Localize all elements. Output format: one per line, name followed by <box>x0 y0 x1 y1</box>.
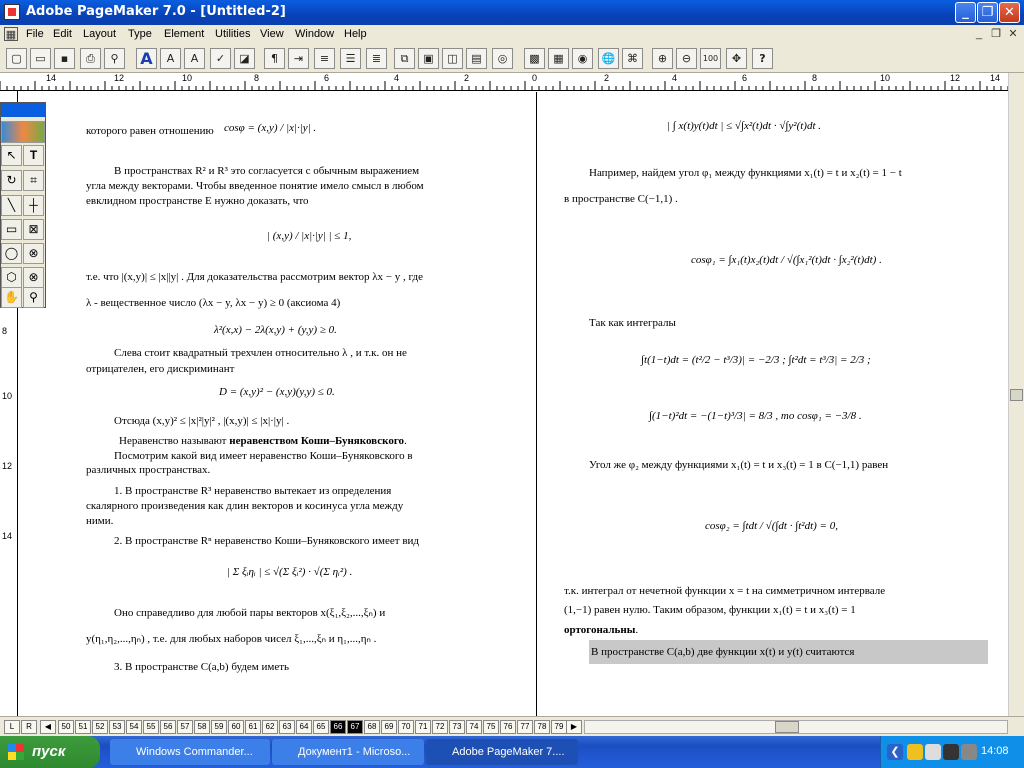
zoom-100-icon[interactable]: 100 <box>700 48 721 69</box>
formula: cosφ = (x,y) / |x|·|y| . <box>224 122 317 134</box>
find-icon[interactable]: ⚲ <box>104 48 125 69</box>
clock[interactable]: 14:08 <box>981 745 1009 757</box>
list-icon[interactable]: ☰ <box>340 48 361 69</box>
formula: ∫t(1−t)dt = (t²/2 − t³/3)| = −2/3 ; ∫t²dt = t³/3| = 2/3 ; <box>641 354 871 366</box>
page-scroll-right-icon[interactable]: ▶ <box>566 720 582 734</box>
close-button[interactable]: ✕ <box>999 2 1020 23</box>
zoom-out-icon[interactable]: ⊖ <box>676 48 697 69</box>
ruler-label: 14 <box>46 73 57 83</box>
text-line: евклидном пространстве Ε нужно доказать, что <box>86 195 309 207</box>
page-divider <box>536 92 537 716</box>
ellipse-tool-icon[interactable]: ◯ <box>1 243 22 264</box>
menu-utilities[interactable]: Utilities <box>215 28 251 40</box>
menu-edit[interactable]: Edit <box>53 28 72 40</box>
page-icon[interactable]: 73 <box>449 720 465 734</box>
style-icon[interactable]: ◪ <box>234 48 255 69</box>
bold-term: неравенством Коши–Буняковского <box>229 435 405 447</box>
polygon-tool-icon[interactable]: ⬡ <box>1 267 22 288</box>
windows-logo-icon <box>8 744 24 760</box>
title-bar[interactable] <box>0 0 1024 25</box>
tray-arrow-icon[interactable]: ❮ <box>887 744 903 760</box>
toolbox-palette[interactable] <box>0 102 46 308</box>
vertical-scrollbar[interactable] <box>1008 73 1024 716</box>
color-swatch-icon[interactable] <box>1 121 45 143</box>
ruler-label: 4 <box>672 73 678 83</box>
ruler-label: 4 <box>394 73 400 83</box>
indent-icon[interactable]: ⇥ <box>288 48 309 69</box>
ruler-label: 12 <box>2 461 13 471</box>
page-scroll-left-icon[interactable]: ◀ <box>40 720 56 734</box>
text-line: скалярного произведения как длин векторов и косинуса угла между <box>86 500 404 512</box>
text-tool-icon[interactable]: T <box>23 145 44 166</box>
horizontal-scrollbar[interactable] <box>584 720 1008 734</box>
ruler-label: 8 <box>254 73 260 83</box>
text-line: ними. <box>86 515 114 527</box>
page-icon[interactable]: 55 <box>143 720 159 734</box>
task-word-document[interactable]: Документ1 - Microso... <box>272 739 424 765</box>
system-tray <box>880 736 1024 768</box>
page-icon[interactable]: 67 <box>347 720 363 734</box>
page-icon[interactable]: 66 <box>330 720 346 734</box>
minimize-button[interactable]: _ <box>955 2 976 23</box>
pointer-tool-icon[interactable]: ↖ <box>1 145 22 166</box>
taskbar <box>0 736 1024 768</box>
ruler-label: 8 <box>812 73 818 83</box>
text-span: . <box>635 624 639 636</box>
help-icon[interactable]: ? <box>752 48 773 69</box>
page-icon[interactable]: 64 <box>296 720 312 734</box>
new-icon[interactable]: ▢ <box>6 48 27 69</box>
mdi-minimize-icon[interactable]: _ <box>975 28 983 40</box>
ruler-label: 0 <box>532 73 538 83</box>
document-icon[interactable]: ▦ <box>5 29 17 41</box>
page-icon[interactable]: 54 <box>126 720 142 734</box>
text-line: различных пространствах. <box>86 464 211 476</box>
hand-tool-icon[interactable]: ✋ <box>1 287 22 308</box>
toolbar <box>0 45 1024 73</box>
bold-term: ортогональны <box>564 624 636 636</box>
text-line: (1,−1) равен нулю. Таким образом, функции x₁(t) = t и x₃(t) = 1 <box>564 604 856 616</box>
text-line: т.к. интеграл от нечетной функции x = t на симметричном интервале <box>564 585 886 597</box>
tray-network-icon[interactable] <box>943 744 959 760</box>
page-icon[interactable]: 52 <box>92 720 108 734</box>
polygon-frame-icon[interactable]: ⊗ <box>23 267 44 288</box>
scroll-thumb[interactable] <box>775 721 799 733</box>
page-icon[interactable]: 68 <box>364 720 380 734</box>
page-icon[interactable]: 72 <box>432 720 448 734</box>
master-right-page[interactable]: R <box>21 720 37 734</box>
rectangle-frame-icon[interactable]: ⊠ <box>23 219 44 240</box>
ruler-ticks <box>0 81 1024 91</box>
image-frame-icon[interactable]: ◫ <box>442 48 463 69</box>
formula: | Σ ξᵢηᵢ | ≤ √(Σ ξᵢ²) · √(Σ ηᵢ²) . <box>227 566 353 578</box>
mdi-restore-icon[interactable]: ❐ <box>991 28 1001 40</box>
rectangle-tool-icon[interactable]: ▭ <box>1 219 22 240</box>
page-icon[interactable]: 79 <box>551 720 567 734</box>
page-icon[interactable]: 61 <box>245 720 261 734</box>
paragraph-icon[interactable]: ¶ <box>264 48 285 69</box>
text-line: которого равен отношению <box>86 125 214 137</box>
text-line: Например, найдем угол φ₁ между функциями x₁(t) = t и x₂(t) = 1 − t <box>589 167 902 179</box>
ruler-label: 2 <box>464 73 470 83</box>
formula: ∫(1−t)²dt = −(1−t)³/3| = 8/3 , то cosφ₁ = −3/8 . <box>649 410 862 422</box>
align-icon[interactable]: ≡ <box>314 48 335 69</box>
page-canvas[interactable] <box>19 92 1008 716</box>
start-label: пуск <box>32 743 66 760</box>
task-pagemaker[interactable]: Adobe PageMaker 7.... <box>426 739 578 765</box>
page-icon[interactable]: 70 <box>398 720 414 734</box>
ruler-label: 12 <box>114 73 125 83</box>
page-icon[interactable]: 77 <box>517 720 533 734</box>
page-icon[interactable]: 69 <box>381 720 397 734</box>
page-icon[interactable]: 56 <box>160 720 176 734</box>
color-icon[interactable]: ▦ <box>548 48 569 69</box>
ruler-label: 10 <box>182 73 193 83</box>
open-icon[interactable]: ▭ <box>30 48 51 69</box>
menu-element[interactable]: Element <box>164 28 205 40</box>
text-line: угла между векторами. Чтобы введенное понятие имело смысл в любом <box>86 180 424 192</box>
ruler-label: 10 <box>2 391 13 401</box>
globe-icon[interactable]: 🌐 <box>598 48 619 69</box>
text-line: отрицателен, его дискриминант <box>86 363 235 375</box>
page-icon[interactable]: 78 <box>534 720 550 734</box>
ruler-label: 6 <box>324 73 330 83</box>
page-icon[interactable]: 65 <box>313 720 329 734</box>
menu-file[interactable]: File <box>26 28 44 40</box>
scroll-thumb[interactable] <box>1010 389 1023 401</box>
layout-icon[interactable]: ▤ <box>466 48 487 69</box>
formula: D = (x,y)² − (x,y)(y,y) ≤ 0. <box>219 386 335 398</box>
zoom-tool-icon[interactable]: ⚲ <box>23 287 44 308</box>
link-icon[interactable]: ◎ <box>492 48 513 69</box>
page-icon[interactable]: 60 <box>228 720 244 734</box>
menu-bar <box>0 25 1024 45</box>
text-line <box>564 623 638 637</box>
app-icon[interactable] <box>4 4 20 20</box>
formula: cosφ₁ = ∫x₁(t)x₂(t)dt / √(∫x₁²(t)dt · ∫x₂²(t)dt) . <box>691 254 882 266</box>
constrained-line-icon[interactable]: ┼ <box>23 195 44 216</box>
text-line: 3. В пространстве C(a,b) будем иметь <box>114 661 290 673</box>
page-icon[interactable]: 51 <box>75 720 91 734</box>
page-icon[interactable]: 57 <box>177 720 193 734</box>
horizontal-ruler[interactable] <box>0 73 1024 91</box>
text-line: В пространствах R² и R³ это согласуется с обычным выражением <box>114 165 420 177</box>
text-line: Отсюда (x,y)² ≤ |x|²|y|² , |(x,y)| ≤ |x|·|y| . <box>114 415 290 427</box>
text-line: т.е. что |(x,y)| ≤ |x||y| . Для доказательства рассмотрим вектор λx − y , где <box>86 271 423 283</box>
tray-volume-icon[interactable] <box>961 744 977 760</box>
maximize-button[interactable]: ❐ <box>977 2 998 23</box>
page-icon[interactable]: 74 <box>466 720 482 734</box>
font-smaller-icon[interactable]: A <box>184 48 205 69</box>
toolbox-titlebar[interactable] <box>1 103 45 117</box>
ruler-label: 8 <box>2 326 8 336</box>
task-windows-commander[interactable]: Windows Commander... <box>110 739 270 765</box>
text-line: Угол же φ₂ между функциями x₁(t) = t и x₃(t) = 1 в C(−1,1) равен <box>589 459 889 471</box>
window-title: Adobe PageMaker 7.0 - [Untitled-2] <box>26 4 286 19</box>
font-icon[interactable]: A <box>136 48 157 69</box>
text-line: в пространстве C(−1,1) . <box>564 193 678 205</box>
ruler-label: 10 <box>880 73 891 83</box>
font-larger-icon[interactable]: A <box>160 48 181 69</box>
tray-bluetooth-icon[interactable] <box>925 744 941 760</box>
text-line: λ - вещественное число (λx − y, λx − y) ≥ 0 (аксиома 4) <box>86 297 341 309</box>
text-line: 2. В пространстве Rⁿ неравенство Коши–Буняковского имеет вид <box>114 535 420 547</box>
rotate-tool-icon[interactable]: ↻ <box>1 170 22 191</box>
page-icon[interactable]: 76 <box>500 720 516 734</box>
menu-view[interactable]: View <box>260 28 284 40</box>
outdent-icon[interactable]: ≣ <box>366 48 387 69</box>
page-icon[interactable]: 71 <box>415 720 431 734</box>
ruler-label: 14 <box>2 531 13 541</box>
page-icon[interactable]: 53 <box>109 720 125 734</box>
formula: λ²(x,x) − 2λ(x,y) + (y,y) ≥ 0. <box>214 324 337 336</box>
frame-icon[interactable]: ▣ <box>418 48 439 69</box>
menu-layout[interactable]: Layout <box>83 28 117 40</box>
image-icon[interactable]: ▩ <box>524 48 545 69</box>
ellipse-frame-icon[interactable]: ⊗ <box>23 243 44 264</box>
fit-icon[interactable]: ✥ <box>726 48 747 69</box>
text-line <box>119 434 407 448</box>
menu-window[interactable]: Window <box>295 28 335 40</box>
line-tool-icon[interactable]: ╲ <box>1 195 22 216</box>
crop-tool-icon[interactable]: ⌗ <box>23 170 44 191</box>
menu-type[interactable]: Type <box>128 28 152 40</box>
save-icon[interactable]: ▪ <box>54 48 75 69</box>
formula: | (x,y) / |x|·|y| | ≤ 1, <box>267 230 352 242</box>
text-span: . <box>404 435 407 447</box>
page-navigation-bar <box>0 716 1024 736</box>
copy-page-icon[interactable]: ⧉ <box>394 48 415 69</box>
text-line: Оно справедливо для любой пары векторов x(ξ₁,ξ₂,...,ξₙ) и <box>114 607 386 619</box>
tray-messenger-icon[interactable] <box>907 744 923 760</box>
pdf-icon[interactable]: ⌘ <box>622 48 643 69</box>
text-line: Слева стоит квадратный трехчлен относительно λ , и т.к. он не <box>114 347 407 359</box>
page-icon[interactable]: 50 <box>58 720 74 734</box>
text-line: y(η₁,η₂,...,ηₙ) , т.е. для любых наборов чисел ξ₁,...,ξₙ и η₁,...,ηₙ . <box>86 633 377 645</box>
text-span: Неравенство называют <box>119 435 230 447</box>
preview-icon[interactable]: ◉ <box>572 48 593 69</box>
page-icon[interactable]: 59 <box>211 720 227 734</box>
formula: cosφ₂ = ∫tdt / √(∫dt · ∫t²dt) = 0, <box>705 520 838 532</box>
spellcheck-icon[interactable]: ✓ <box>210 48 231 69</box>
text-line: 1. В пространстве R³ неравенство вытекает из определения <box>114 485 392 497</box>
page-icon[interactable]: 62 <box>262 720 278 734</box>
text-line: Так как интегралы <box>589 317 676 329</box>
formula: | ∫ x(t)y(t)dt | ≤ √∫x²(t)dt · √∫y²(t)dt . <box>667 120 822 132</box>
text-line: Посмотрим какой вид имеет неравенство Коши–Буняковского в <box>114 450 413 462</box>
ruler-label: 12 <box>950 73 961 83</box>
print-icon[interactable]: ⎙ <box>80 48 101 69</box>
page-icon[interactable]: 63 <box>279 720 295 734</box>
menu-help[interactable]: Help <box>344 28 367 40</box>
selected-text-line[interactable]: В пространстве C(a,b) две функции x(t) и y(t) считаются <box>589 640 988 664</box>
ruler-label: 2 <box>604 73 610 83</box>
master-left-page[interactable]: L <box>4 720 20 734</box>
mdi-close-icon[interactable]: ✕ <box>1008 28 1018 40</box>
page-icon[interactable]: 75 <box>483 720 499 734</box>
ruler-label: 14 <box>990 73 1001 83</box>
page-icon[interactable]: 58 <box>194 720 210 734</box>
ruler-label: 6 <box>742 73 748 83</box>
zoom-in-icon[interactable]: ⊕ <box>652 48 673 69</box>
